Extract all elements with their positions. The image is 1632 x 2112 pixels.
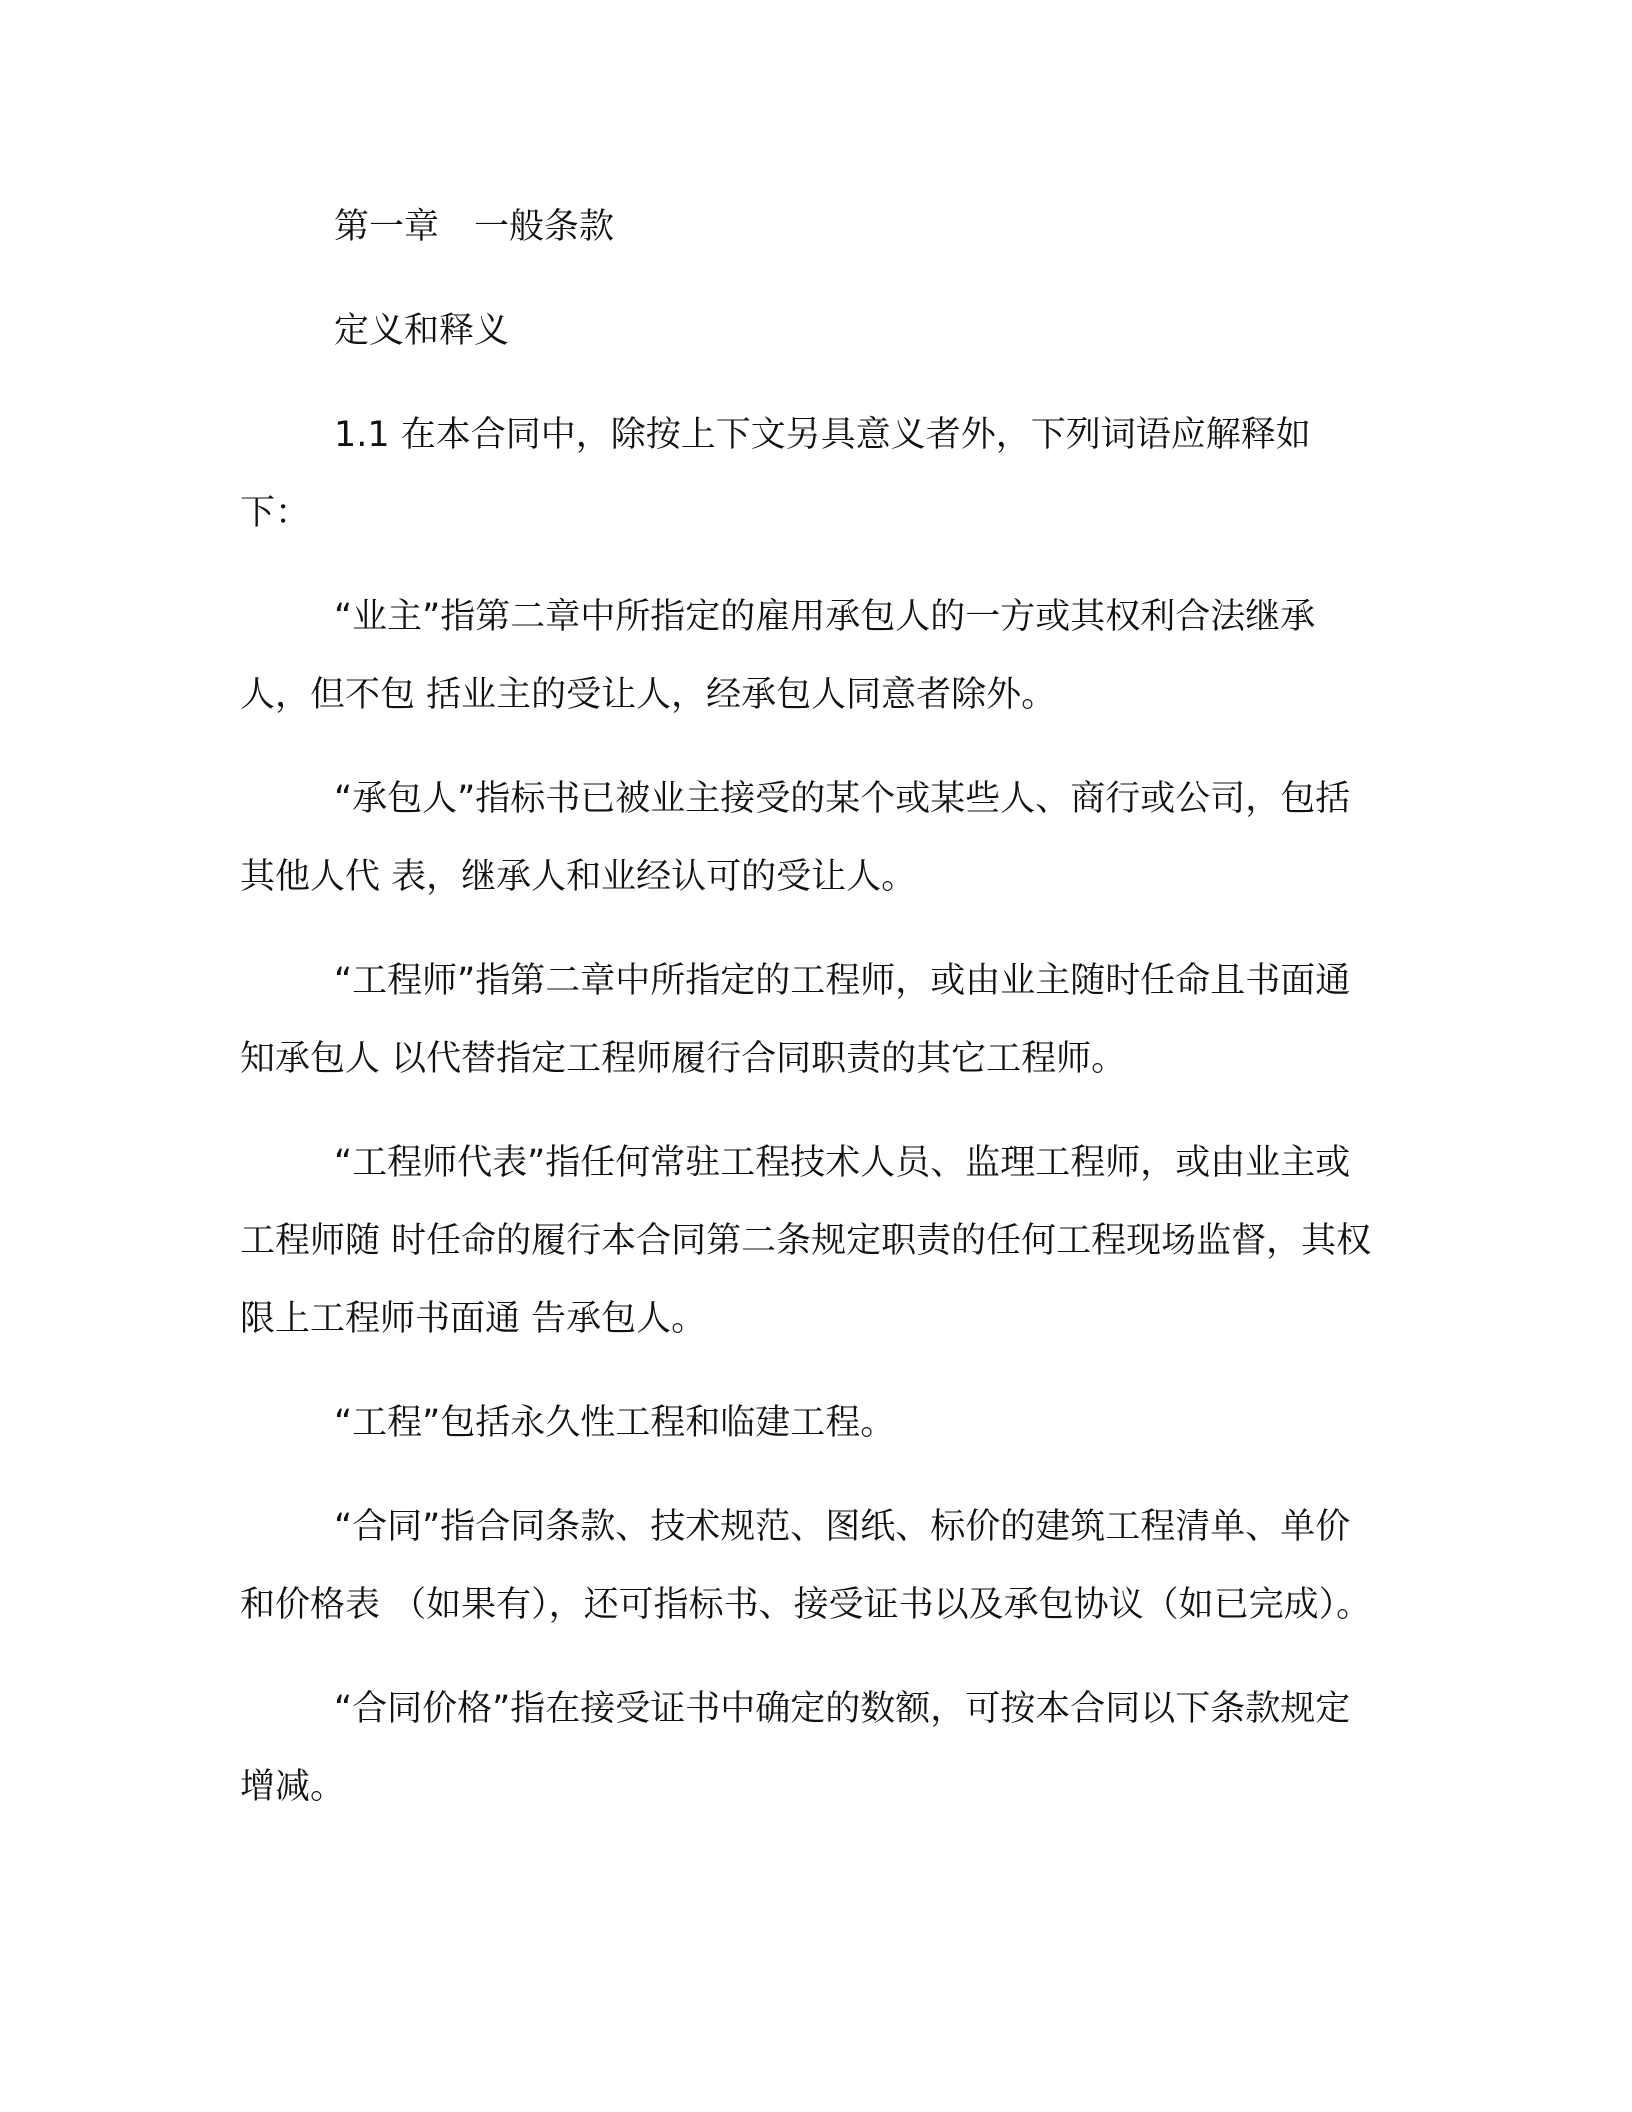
- clause-paragraph: 1.1 在本合同中，除按上下文另具意义者外，下列词语应解释如下：: [240, 415, 1311, 533]
- definition-works: “工程”包括永久性工程和临建工程。: [334, 1403, 896, 1443]
- definition-engineer-representative: “工程师代表”指任何常驻工程技术人员、监理工程师，或由业主或工程师随 时任命的履行本合同第二条规定职责的任何工程现场监督，其权限上工程师书面通 告承包人。: [240, 1143, 1372, 1339]
- definition-engineer: “工程师”指第二章中所指定的工程师，或由业主随时任命且书面通知承包人 以代替指定工程师履行合同职责的其它工程师。: [240, 961, 1351, 1079]
- definition-contractor: “承包人”指标书已被业主接受的某个或某些人、商行或公司，包括其他人代 表，继承人和业经认可的受让人。: [240, 779, 1351, 897]
- definition-contract-price: “合同价格”指在接受证书中确定的数额，可按本合同以下条款规定增减。: [240, 1689, 1351, 1807]
- definition-owner: “业主”指第二章中所指定的雇用承包人的一方或其权利合法继承人，但不包 括业主的受让人，经承包人同意者除外。: [240, 597, 1316, 715]
- document-body: [240, 188, 1376, 1852]
- definition-contract: “合同”指合同条款、技术规范、图纸、标价的建筑工程清单、单价和价格表 （如果有），还可指标书、接受证书以及承包协议（如已完成）。: [240, 1507, 1372, 1625]
- section-title: 定义和释义: [334, 311, 510, 351]
- chapter-title: 第一章 一般条款: [334, 207, 615, 247]
